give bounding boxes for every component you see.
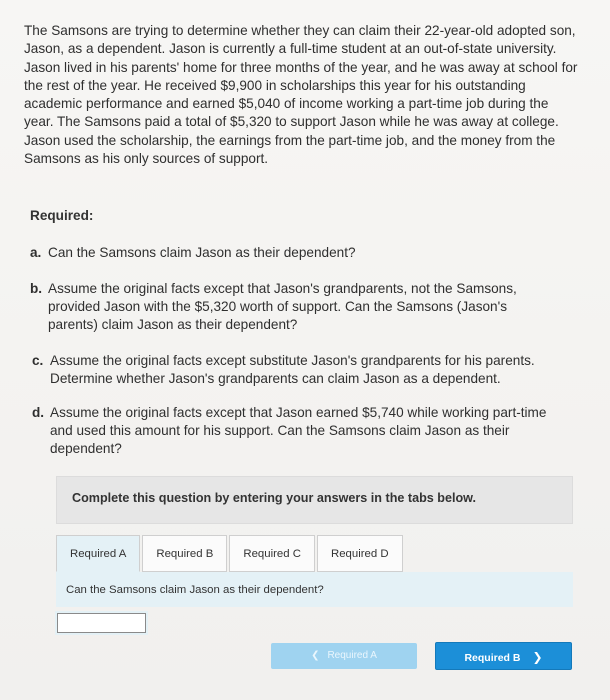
required-heading: Required: (30, 208, 94, 223)
question-letter: b. (30, 281, 43, 296)
question-letter: d. (32, 405, 45, 420)
instruction-text: Complete this question by entering your answers in the tabs below. (72, 491, 476, 505)
instruction-banner (56, 476, 573, 524)
answer-tabs (56, 535, 403, 573)
question-letter: a. (30, 245, 42, 260)
question-c (32, 352, 562, 388)
question-d (32, 404, 562, 459)
active-question: Can the Samsons claim Jason as their dependent? (66, 584, 324, 596)
tab-required-a[interactable]: Required A (56, 535, 140, 572)
next-button-label: Required B (464, 652, 521, 664)
chevron-right-icon: ❯ (532, 650, 543, 664)
question-text: Can the Samsons claim Jason as their dependent? (48, 245, 356, 260)
question-b (30, 280, 560, 335)
prev-button-label: Required A (327, 650, 377, 661)
question-text: Assume the original facts except substitute Jason's grandparents for his parents. Determine whether Jason's grandparents can claim Jason as a dependent. (50, 353, 535, 387)
question-letter: c. (32, 353, 44, 368)
prev-required-button[interactable] (271, 643, 417, 669)
tab-required-b[interactable]: Required B (142, 535, 227, 572)
answer-input[interactable] (57, 613, 146, 633)
question-text: Assume the original facts except that Jason earned $5,740 while working part-time and used this amount for his support. Can the Samsons claim Jason as their dependent? (50, 405, 547, 457)
question-a (30, 244, 570, 262)
tab-required-d[interactable]: Required D (317, 535, 403, 572)
question-text: Assume the original facts except that Jason's grandparents, not the Samsons, provided Jason with the $5,320 worth of support. Can the Samsons (Jason's parents) claim Jason as their dependent? (48, 281, 517, 333)
next-required-button[interactable] (435, 642, 572, 670)
tab-required-c[interactable]: Required C (229, 535, 315, 572)
chevron-left-icon: ❮ (311, 650, 320, 661)
tab-panel (56, 572, 573, 607)
problem-intro: The Samsons are trying to determine whether they can claim their 22-year-old adopted son, Jason, as a dependent. Jason is currently a full-time student at an out-of-state university. Jason lived in his parents' home for three months of the year, and he was away at school for the rest of the year. He received $9,900 in scholarships this year for his outstanding academic performance and earned $5,040 of income working a part-time job during the year. The Samsons paid a total of $5,320 to support Jason while he was away at college. Jason used the scholarship, the earnings from the part-time job, and the money from the Samsons as his only sources of support. (24, 23, 578, 167)
